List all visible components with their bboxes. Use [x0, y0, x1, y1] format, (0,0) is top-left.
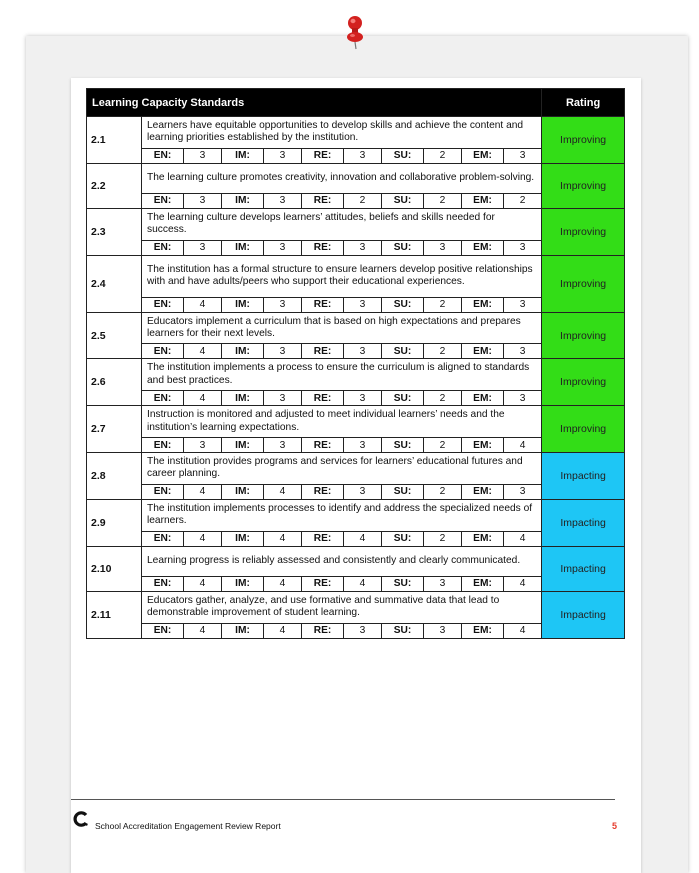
score-label-re: RE:	[302, 623, 344, 638]
standard-row	[87, 359, 625, 391]
standard-number: 2.11	[87, 591, 142, 638]
score-label-su: SU:	[382, 297, 424, 312]
score-label-su: SU:	[382, 576, 424, 591]
rating-header: Rating	[542, 89, 625, 117]
score-value-su: 2	[424, 438, 462, 453]
score-label-en: EN:	[142, 297, 184, 312]
score-label-im: IM:	[222, 438, 264, 453]
score-label-em: EM:	[462, 484, 504, 499]
score-value-im: 4	[264, 623, 302, 638]
score-label-em: EM:	[462, 193, 504, 208]
score-label-re: RE:	[302, 240, 344, 255]
score-label-re: RE:	[302, 531, 344, 546]
page-number: 5	[612, 821, 618, 831]
score-value-su: 2	[424, 484, 462, 499]
standard-number: 2.8	[87, 453, 142, 500]
score-label-im: IM:	[222, 297, 264, 312]
standard-number: 2.1	[87, 117, 142, 164]
score-label-en: EN:	[142, 240, 184, 255]
score-value-re: 3	[344, 623, 382, 638]
score-value-re: 4	[344, 576, 382, 591]
score-value-re: 3	[344, 148, 382, 163]
standard-row	[87, 163, 625, 193]
score-value-re: 3	[344, 344, 382, 359]
table-title: Learning Capacity Standards	[87, 89, 542, 117]
standard-row	[87, 406, 625, 438]
score-value-im: 3	[264, 240, 302, 255]
score-label-re: RE:	[302, 576, 344, 591]
rating-badge: Impacting	[542, 453, 625, 500]
standard-number: 2.9	[87, 499, 142, 546]
score-label-em: EM:	[462, 391, 504, 406]
score-label-re: RE:	[302, 193, 344, 208]
score-label-re: RE:	[302, 484, 344, 499]
score-value-su: 3	[424, 240, 462, 255]
score-label-en: EN:	[142, 438, 184, 453]
score-value-su: 3	[424, 576, 462, 591]
standard-description: The learning culture develops learners’ attitudes, beliefs and skills needed for success.	[142, 208, 542, 240]
score-label-su: SU:	[382, 484, 424, 499]
score-value-su: 2	[424, 531, 462, 546]
score-label-em: EM:	[462, 531, 504, 546]
score-label-en: EN:	[142, 623, 184, 638]
score-label-em: EM:	[462, 344, 504, 359]
score-value-re: 3	[344, 391, 382, 406]
standard-description: Educators implement a curriculum that is based on high expectations and prepares learners for their next levels.	[142, 312, 542, 344]
score-label-re: RE:	[302, 391, 344, 406]
standard-row	[87, 312, 625, 344]
pushpin-icon	[344, 14, 368, 50]
standard-number: 2.7	[87, 406, 142, 453]
rating-badge: Improving	[542, 163, 625, 208]
score-label-em: EM:	[462, 623, 504, 638]
score-label-im: IM:	[222, 391, 264, 406]
score-value-en: 3	[184, 438, 222, 453]
report-page	[71, 78, 641, 873]
standard-description: The institution provides programs and services for learners’ educational futures and career planning.	[142, 453, 542, 485]
score-value-em: 4	[504, 576, 542, 591]
standard-number: 2.4	[87, 255, 142, 312]
score-label-im: IM:	[222, 623, 264, 638]
score-label-su: SU:	[382, 438, 424, 453]
score-label-su: SU:	[382, 148, 424, 163]
score-value-re: 2	[344, 193, 382, 208]
score-value-im: 3	[264, 438, 302, 453]
score-label-su: SU:	[382, 391, 424, 406]
score-value-su: 2	[424, 193, 462, 208]
score-value-re: 3	[344, 240, 382, 255]
standard-number: 2.2	[87, 163, 142, 208]
score-value-en: 3	[184, 193, 222, 208]
score-label-su: SU:	[382, 531, 424, 546]
score-label-im: IM:	[222, 576, 264, 591]
score-value-em: 4	[504, 438, 542, 453]
score-label-en: EN:	[142, 148, 184, 163]
score-value-su: 2	[424, 391, 462, 406]
score-value-re: 4	[344, 531, 382, 546]
standard-row	[87, 117, 625, 149]
score-value-en: 4	[184, 484, 222, 499]
score-value-su: 2	[424, 297, 462, 312]
rating-badge: Impacting	[542, 591, 625, 638]
score-value-im: 4	[264, 576, 302, 591]
rating-badge: Improving	[542, 312, 625, 359]
score-value-en: 4	[184, 391, 222, 406]
standard-description: Instruction is monitored and adjusted to meet individual learners’ needs and the institution’s learning expectations.	[142, 406, 542, 438]
rating-badge: Improving	[542, 208, 625, 255]
standard-description: Learners have equitable opportunities to develop skills and achieve the content and learning priorities established by the institution.	[142, 117, 542, 149]
score-label-en: EN:	[142, 484, 184, 499]
standard-number: 2.3	[87, 208, 142, 255]
score-value-en: 4	[184, 297, 222, 312]
score-label-su: SU:	[382, 240, 424, 255]
score-value-en: 4	[184, 623, 222, 638]
standard-number: 2.5	[87, 312, 142, 359]
standard-row	[87, 208, 625, 240]
score-value-im: 3	[264, 148, 302, 163]
score-label-en: EN:	[142, 391, 184, 406]
score-value-re: 3	[344, 438, 382, 453]
score-label-en: EN:	[142, 576, 184, 591]
standard-description: The institution implements a process to ensure the curriculum is aligned to standards and best practices.	[142, 359, 542, 391]
score-value-im: 3	[264, 344, 302, 359]
footer-report-title: School Accreditation Engagement Review Report	[95, 821, 281, 831]
score-value-em: 3	[504, 148, 542, 163]
standards-table	[86, 88, 625, 639]
score-label-re: RE:	[302, 438, 344, 453]
rating-badge: Impacting	[542, 499, 625, 546]
standard-description: Educators gather, analyze, and use formative and summative data that lead to demonstrable improvement of student learning.	[142, 591, 542, 623]
rating-badge: Improving	[542, 406, 625, 453]
table-header-row	[87, 89, 625, 117]
score-label-im: IM:	[222, 148, 264, 163]
score-value-su: 2	[424, 344, 462, 359]
score-value-em: 3	[504, 391, 542, 406]
score-label-em: EM:	[462, 438, 504, 453]
standard-number: 2.6	[87, 359, 142, 406]
score-label-re: RE:	[302, 148, 344, 163]
score-value-en: 4	[184, 576, 222, 591]
score-label-im: IM:	[222, 193, 264, 208]
score-value-re: 3	[344, 297, 382, 312]
score-label-en: EN:	[142, 344, 184, 359]
score-label-re: RE:	[302, 297, 344, 312]
score-value-em: 4	[504, 531, 542, 546]
standard-description: The learning culture promotes creativity, innovation and collaborative problem-solving.	[142, 163, 542, 193]
score-value-en: 4	[184, 344, 222, 359]
score-value-su: 2	[424, 148, 462, 163]
score-label-re: RE:	[302, 344, 344, 359]
score-value-im: 4	[264, 484, 302, 499]
score-label-en: EN:	[142, 193, 184, 208]
standard-row	[87, 546, 625, 576]
company-logo-icon	[73, 811, 89, 827]
rating-badge: Improving	[542, 117, 625, 164]
score-value-im: 3	[264, 193, 302, 208]
score-value-en: 3	[184, 148, 222, 163]
score-label-im: IM:	[222, 240, 264, 255]
score-label-su: SU:	[382, 193, 424, 208]
score-value-im: 3	[264, 297, 302, 312]
score-value-em: 4	[504, 623, 542, 638]
score-label-im: IM:	[222, 344, 264, 359]
score-value-em: 3	[504, 297, 542, 312]
score-label-em: EM:	[462, 297, 504, 312]
score-value-em: 3	[504, 240, 542, 255]
score-value-em: 3	[504, 344, 542, 359]
rating-badge: Improving	[542, 255, 625, 312]
score-label-su: SU:	[382, 623, 424, 638]
standard-row	[87, 255, 625, 297]
standard-number: 2.10	[87, 546, 142, 591]
standard-description: The institution implements processes to identify and address the specialized needs of learners.	[142, 499, 542, 531]
cut-off-text	[87, 78, 207, 80]
score-value-re: 3	[344, 484, 382, 499]
standard-description: The institution has a formal structure to ensure learners develop positive relationships with and have adults/peers who support their educational experiences.	[142, 255, 542, 297]
standard-row	[87, 591, 625, 623]
score-value-em: 2	[504, 193, 542, 208]
score-label-im: IM:	[222, 531, 264, 546]
score-label-em: EM:	[462, 576, 504, 591]
score-label-em: EM:	[462, 240, 504, 255]
score-value-en: 4	[184, 531, 222, 546]
score-value-im: 4	[264, 531, 302, 546]
score-label-su: SU:	[382, 344, 424, 359]
standard-row	[87, 499, 625, 531]
score-value-em: 3	[504, 484, 542, 499]
standard-description: Learning progress is reliably assessed and consistently and clearly communicated.	[142, 546, 542, 576]
score-label-im: IM:	[222, 484, 264, 499]
standard-row	[87, 453, 625, 485]
score-value-im: 3	[264, 391, 302, 406]
rating-badge: Impacting	[542, 546, 625, 591]
rating-badge: Improving	[542, 359, 625, 406]
score-label-em: EM:	[462, 148, 504, 163]
score-label-en: EN:	[142, 531, 184, 546]
score-value-en: 3	[184, 240, 222, 255]
score-value-su: 3	[424, 623, 462, 638]
footer-divider	[71, 799, 615, 800]
